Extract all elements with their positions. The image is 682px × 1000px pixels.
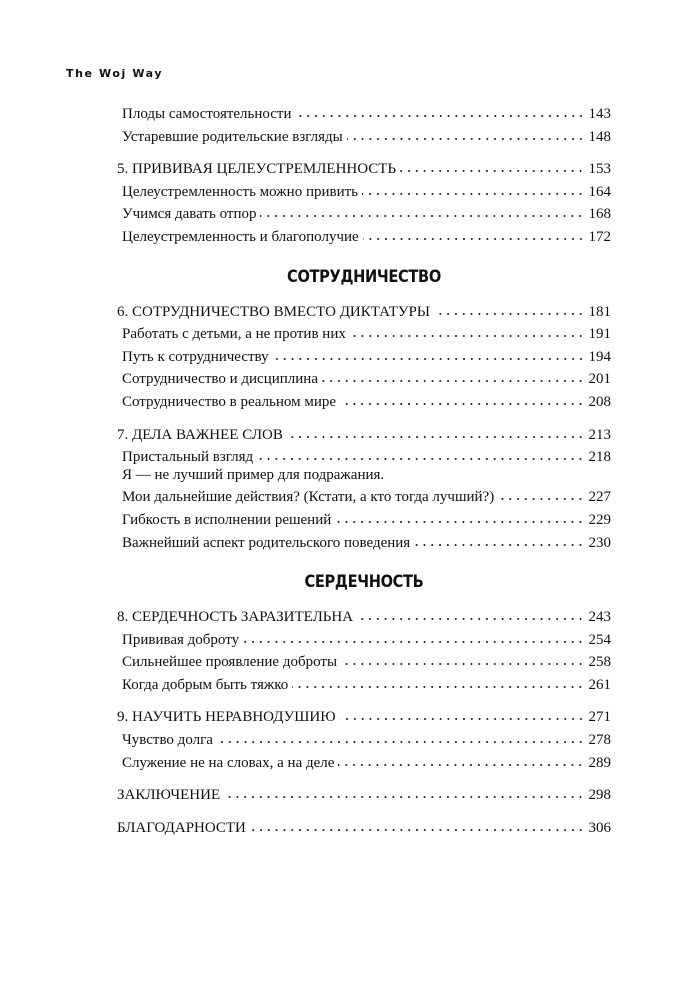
- toc-entry-page: 168: [588, 206, 611, 223]
- toc-chapter-page: 213: [588, 426, 611, 443]
- toc-entry-page: 254: [588, 631, 611, 648]
- toc-entry-title: Служение не на словах, а на деле: [122, 754, 335, 771]
- toc-entry-title: Сотрудничество и дисциплина: [122, 371, 318, 388]
- dot-leader: [363, 224, 585, 241]
- toc-chapter[interactable]: [117, 299, 611, 322]
- toc-entry-page: 229: [588, 511, 611, 528]
- toc-entry-page: 143: [588, 106, 611, 122]
- toc-group-3: [117, 299, 611, 412]
- toc-entry-title: Важнейший аспект родительского поведения: [122, 534, 411, 551]
- toc-entry-title: Сотрудничество в реальном мире: [122, 393, 337, 410]
- table-of-contents: [117, 101, 611, 837]
- toc-entry[interactable]: [117, 344, 611, 367]
- toc-entry[interactable]: [117, 389, 611, 412]
- dot-leader: [292, 672, 584, 689]
- toc-entry[interactable]: [117, 224, 611, 247]
- toc-entry-title: Когда добрым быть тяжко: [122, 676, 289, 693]
- dot-leader: [322, 366, 585, 383]
- toc-chapter[interactable]: [117, 782, 611, 805]
- dot-leader: [362, 179, 584, 196]
- toc-chapter-title: БЛАГОДАРНОСТИ: [117, 819, 246, 836]
- toc-entry[interactable]: [117, 201, 611, 224]
- toc-entry[interactable]: [117, 627, 611, 650]
- toc-entry-title: Прививая доброту: [122, 631, 240, 648]
- toc-entry[interactable]: [117, 321, 611, 344]
- dot-leader: [347, 124, 585, 141]
- toc-entry-page: 289: [588, 754, 611, 771]
- dot-leader: [434, 299, 585, 316]
- toc-entry[interactable]: [117, 530, 611, 553]
- toc-group-4: [117, 422, 611, 553]
- toc-entry-page: 218: [588, 449, 611, 466]
- section-heading-cooperation: СОТРУДНИЧЕСТВО: [287, 266, 441, 287]
- toc-entry-page: 208: [588, 393, 611, 410]
- toc-entry[interactable]: [117, 649, 611, 672]
- toc-group-6: [117, 704, 611, 772]
- toc-chapter-title: 5. ПРИВИВАЯ ЦЕЛЕУСТРЕМЛЕННОСТЬ: [117, 161, 397, 178]
- toc-entry[interactable]: [117, 179, 611, 202]
- section-heading-warmth: СЕРДЕЧНОСТЬ: [304, 572, 424, 593]
- dot-leader: [243, 627, 584, 644]
- toc-entry-page: 227: [588, 489, 611, 506]
- dot-leader: [340, 704, 585, 721]
- toc-entry-title: Целеустремленность можно привить: [122, 183, 359, 200]
- dot-leader: [340, 389, 584, 406]
- toc-entry-title: Я — не лучший пример для подражания.: [122, 466, 385, 483]
- toc-chapter-title: 6. СОТРУДНИЧЕСТВО ВМЕСТО ДИКТАТУРЫ: [117, 303, 430, 320]
- toc-entry-page: 191: [588, 326, 611, 343]
- toc-entry[interactable]: [117, 727, 611, 750]
- toc-chapter[interactable]: [117, 815, 611, 838]
- dot-leader: [257, 444, 584, 461]
- dot-leader: [260, 201, 584, 218]
- toc-entry-title: Работать с детьми, а не против них: [122, 326, 346, 343]
- dot-leader: [341, 649, 584, 666]
- toc-entry-page: 148: [588, 128, 611, 145]
- running-head: The Woj Way: [66, 67, 164, 80]
- toc-chapter-title: 8. СЕРДЕЧНОСТЬ ЗАРАЗИТЕЛЬНА: [117, 609, 354, 626]
- dot-leader: [296, 101, 585, 118]
- toc-entry-title: Гибкость в исполнении решений: [122, 511, 332, 528]
- toc-chapter-title: 9. НАУЧИТЬ НЕРАВНОДУШИЮ: [117, 709, 336, 726]
- toc-entry-page: 194: [588, 348, 611, 365]
- toc-entry-title: Устаревшие родительские взгляды: [122, 128, 343, 145]
- toc-chapter-page: 271: [588, 709, 611, 726]
- toc-entry[interactable]: [117, 750, 611, 773]
- toc-chapter-title: 7. ДЕЛА ВАЖНЕЕ СЛОВ: [117, 426, 283, 443]
- toc-chapter-page: 181: [588, 303, 611, 320]
- toc-entry-page: 278: [588, 732, 611, 749]
- toc-chapter-page: 298: [588, 787, 611, 804]
- toc-entry-title: Учимся давать отпор: [122, 206, 257, 223]
- toc-entry[interactable]: [117, 366, 611, 389]
- dot-leader: [287, 422, 585, 439]
- toc-entry-title: Путь к сотрудничеству: [122, 348, 269, 365]
- toc-entry[interactable]: [117, 507, 611, 530]
- toc-entry-title: Сильнейшее проявление доброты: [122, 654, 338, 671]
- toc-entry-line[interactable]: [117, 467, 611, 485]
- toc-entry[interactable]: [117, 101, 611, 124]
- dot-leader: [357, 604, 584, 621]
- toc-entry[interactable]: [117, 484, 611, 507]
- dot-leader: [498, 484, 584, 501]
- toc-chapter[interactable]: [117, 422, 611, 445]
- toc-chapter-page: 306: [588, 819, 611, 836]
- toc-entry-title: Плоды самостоятельности: [122, 106, 292, 122]
- dot-leader: [217, 727, 585, 744]
- toc-entry-page: 258: [588, 654, 611, 671]
- toc-group-5: [117, 604, 611, 694]
- toc-entry-title: Мои дальнейшие действия? (Кстати, а кто тогда лучший?): [122, 489, 495, 506]
- dot-leader: [335, 507, 584, 524]
- toc-entry-page: 230: [588, 534, 611, 551]
- toc-chapter[interactable]: [117, 604, 611, 627]
- toc-entry-page: 172: [588, 228, 611, 245]
- dot-leader: [224, 782, 584, 799]
- toc-entry-page: 261: [588, 676, 611, 693]
- toc-entry[interactable]: [117, 124, 611, 147]
- toc-group-2: [117, 156, 611, 246]
- toc-entry-page: 201: [588, 371, 611, 388]
- toc-entry[interactable]: [117, 672, 611, 695]
- toc-entry-title: Чувство долга: [122, 732, 213, 749]
- toc-group-7: [117, 782, 611, 805]
- toc-entry[interactable]: [117, 444, 611, 467]
- dot-leader: [350, 321, 585, 338]
- toc-group-8: [117, 815, 611, 838]
- toc-chapter[interactable]: [117, 704, 611, 727]
- dot-leader: [273, 344, 585, 361]
- toc-group-1: [117, 101, 611, 146]
- toc-entry-title: Пристальный взгляд: [122, 449, 254, 466]
- toc-chapter[interactable]: [117, 156, 611, 179]
- toc-entry-title: Целеустремленность и благополучие: [122, 228, 359, 245]
- toc-chapter-page: 153: [588, 161, 611, 178]
- toc-chapter-page: 243: [588, 609, 611, 626]
- dot-leader: [400, 156, 584, 173]
- dot-leader: [338, 750, 584, 767]
- toc-entry-page: 164: [588, 183, 611, 200]
- toc-chapter-title: ЗАКЛЮЧЕНИЕ: [117, 787, 221, 804]
- dot-leader: [250, 815, 585, 832]
- dot-leader: [414, 530, 584, 547]
